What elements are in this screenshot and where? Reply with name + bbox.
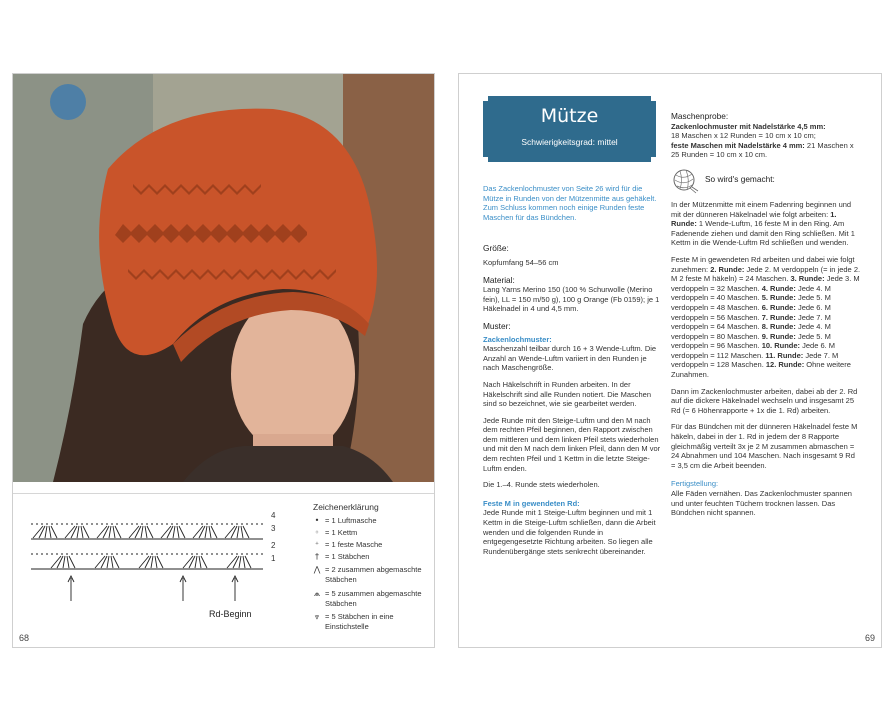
legend-item: ⩕ = 5 zusammen abgemaschte Stäbchen (309, 589, 433, 608)
chart-row-label: 3 (271, 524, 276, 533)
material-text: Lang Yarns Merino 150 (100 % Schurwolle (Merino fein), LL = 150 m/50 g), 100 g Orange (Fb 0159); je 1 Häkelnadel in 4 und 4,5 mm. (483, 285, 660, 314)
pattern-paragraph: Maschenzahl teilbar durch 16 + 3 Wende-Luftm. Die Anzahl an Wende-Luftm variiert in den Runden je nach Maschengröße. (483, 344, 657, 373)
left-column (483, 184, 663, 556)
howto-heading-row (671, 166, 861, 194)
right-column (671, 112, 861, 518)
chain-stitch-icon: • (314, 516, 320, 525)
legend-item: ⁺ = 1 feste Masche (309, 540, 433, 550)
crochet-chart (23, 506, 303, 626)
legend-item: ⋀ = 2 zusammen abgemaschte Stäbchen (309, 565, 433, 584)
chart-row-label: 4 (271, 511, 276, 520)
gauge-text: Zackenlochmuster mit Nadelstärke 4,5 mm: 18 Maschen x 12 Runden = 10 cm x 10 cm; feste Maschen mit Nadelstärke 4 mm: 21 Maschen x 25 Runden = 10 cm x 10 cm. (671, 121, 854, 160)
legend-item: † = 1 Stäbchen (309, 552, 433, 562)
pattern-subheading: Zackenlochmuster: (483, 334, 552, 344)
dc5-shell-icon: ⩔ (314, 612, 320, 621)
pattern-paragraph: Die 1.–4. Runde stets wiederholen. (483, 480, 600, 490)
material-heading: Material: (483, 274, 515, 285)
dc5tog-icon: ⩕ (313, 589, 321, 598)
fm-heading: Feste M in gewendeten Rd: (483, 498, 580, 508)
howto-paragraph: Feste M in gewendeten Rd arbeiten und dabei wie folgt zunehmen: 2. Runde: Jede 2. M verdoppeln (= in jede 2. M 2 feste M häkeln) = 24 Maschen. 3. Runde: Jede 3. M verdoppeln = 32 Maschen. 4. Runde: Jede 4. M verdoppeln = 40 Maschen. 5. Runde: Jede 5. M verdoppeln = 48 Maschen. 6. Runde: Jede 6. M verdoppeln = 56 Maschen. 7. Runde: Jede 7. M verdoppeln = 64 Maschen. 8. Runde: Jede 4. M verdoppeln = 80 Maschen. 9. Runde: Jede 5. M verdoppeln = 96 Maschen. 10. Runde: Jede 6. M verdoppeln = 112 Maschen. 11. Runde: Jede 7. M verdoppeln = 128 Maschen. 12. Runde: Ohne weitere Zunahmen. (671, 254, 861, 380)
dc2tog-icon: ⋀ (313, 565, 321, 574)
single-crochet-icon: ⁺ (314, 540, 320, 549)
crochet-chart-panel (13, 493, 434, 641)
legend-item: ◦ = 1 Kettm (309, 528, 433, 538)
finish-heading: Fertigstellung: (671, 479, 719, 489)
pattern-paragraph: Jede Runde mit den Steige-Luftm und den M nach dem rechten Pfeil beginnen, den Rapport zwischen dem mittleren und dem linken Pfeil stets wiederholen und mit den M nach dem linken Pfeil, dann den M vor dem rechten Pfeil und 1 Kettm in die letzte Steige-Luftm enden. (483, 415, 661, 473)
slip-stitch-icon: ◦ (314, 528, 320, 537)
round-start-label: Rd-Beginn (209, 609, 252, 619)
intro-text: Das Zackenlochmuster von Seite 26 wird für die Mütze in Runden von der Mützenmitte aus gehäkelt. Zum Schluss kommen noch einige Runden feste Maschen für das Bündchen. (483, 184, 657, 222)
page-number: 68 (19, 633, 30, 643)
size-text: Kopfumfang 54–56 cm (483, 257, 559, 267)
page-title: Mütze (540, 105, 599, 127)
pattern-heading: Muster: (483, 320, 511, 331)
size-heading: Größe: (483, 243, 509, 254)
legend-item: ⩔ = 5 Stäbchen in eine Einstichstelle (309, 612, 433, 631)
legend-title: Zeichenerklärung (313, 502, 379, 512)
double-crochet-icon: † (315, 552, 319, 561)
howto-paragraph: In der Mützenmitte mit einem Fadenring beginnen und mit der dünneren Häkelnadel wie folgt arbeiten: 1. Runde: 1 Wende-Luftm, 16 feste M in den Ring. Am Fadenende ziehen und damit den Ring schließen. Mit 1 Kettm in die Wende-Luftm Rd schließen und wenden. (671, 199, 855, 248)
howto-paragraph: Für das Bündchen mit der dünneren Häkelnadel feste M häkeln, dabei in der 1. Rd in jedem der 8 Rapporte gleichmäßig verteilt 3x je 2 M zusammen abmaschen = 24 Abnahmen und 104 Maschen. Nach insgesamt 9 Rd = 3,5 cm die Arbeit beenden. (671, 422, 858, 470)
howto-paragraph: Dann im Zackenlochmuster arbeiten, dabei ab der 2. Rd auf die dickere Häkelnadel wechseln und insgesamt 25 Rd (= 6 Höhenrapporte + 1x die 1. Rd) arbeiten. (671, 386, 858, 415)
howto-heading: So wird's gemacht: (705, 174, 775, 185)
hat-photo-illustration (13, 74, 434, 482)
page-number: 69 (864, 633, 875, 643)
left-page (12, 73, 435, 648)
chart-row-label: 2 (271, 541, 276, 550)
fm-text: Jede Runde mit 1 Steige-Luftm beginnen und mit 1 Kettm in die Steige-Luftm schließen, dann die Arbeit wenden und die folgenden Runde in entgegengesetzte Richtung arbeiten. So liegen alle Rundenübergänge stets senkrecht übereinander. (483, 508, 656, 556)
hat-photo (13, 74, 434, 482)
title-banner (483, 96, 656, 162)
legend-item: • = 1 Luftmasche (309, 516, 433, 526)
gauge-heading: Maschenprobe: (671, 111, 729, 121)
right-page (458, 73, 882, 648)
chart-row-label: 1 (271, 554, 276, 563)
pattern-paragraph: Nach Häkelschrift in Runden arbeiten. In der Häkelschrift sind alle Runden notiert. Die Maschen sind so bezeichnet, wie sie gearbeitet werden. (483, 379, 651, 409)
difficulty-label: Schwierigkeitsgrad: mittel (521, 137, 618, 147)
yarn-ball-icon (671, 166, 699, 194)
finish-text: Alle Fäden vernähen. Das Zackenlochmuster spannen und unter feuchten Tüchern trocknen lassen. Das Bündchen nicht spannen. (671, 489, 852, 518)
